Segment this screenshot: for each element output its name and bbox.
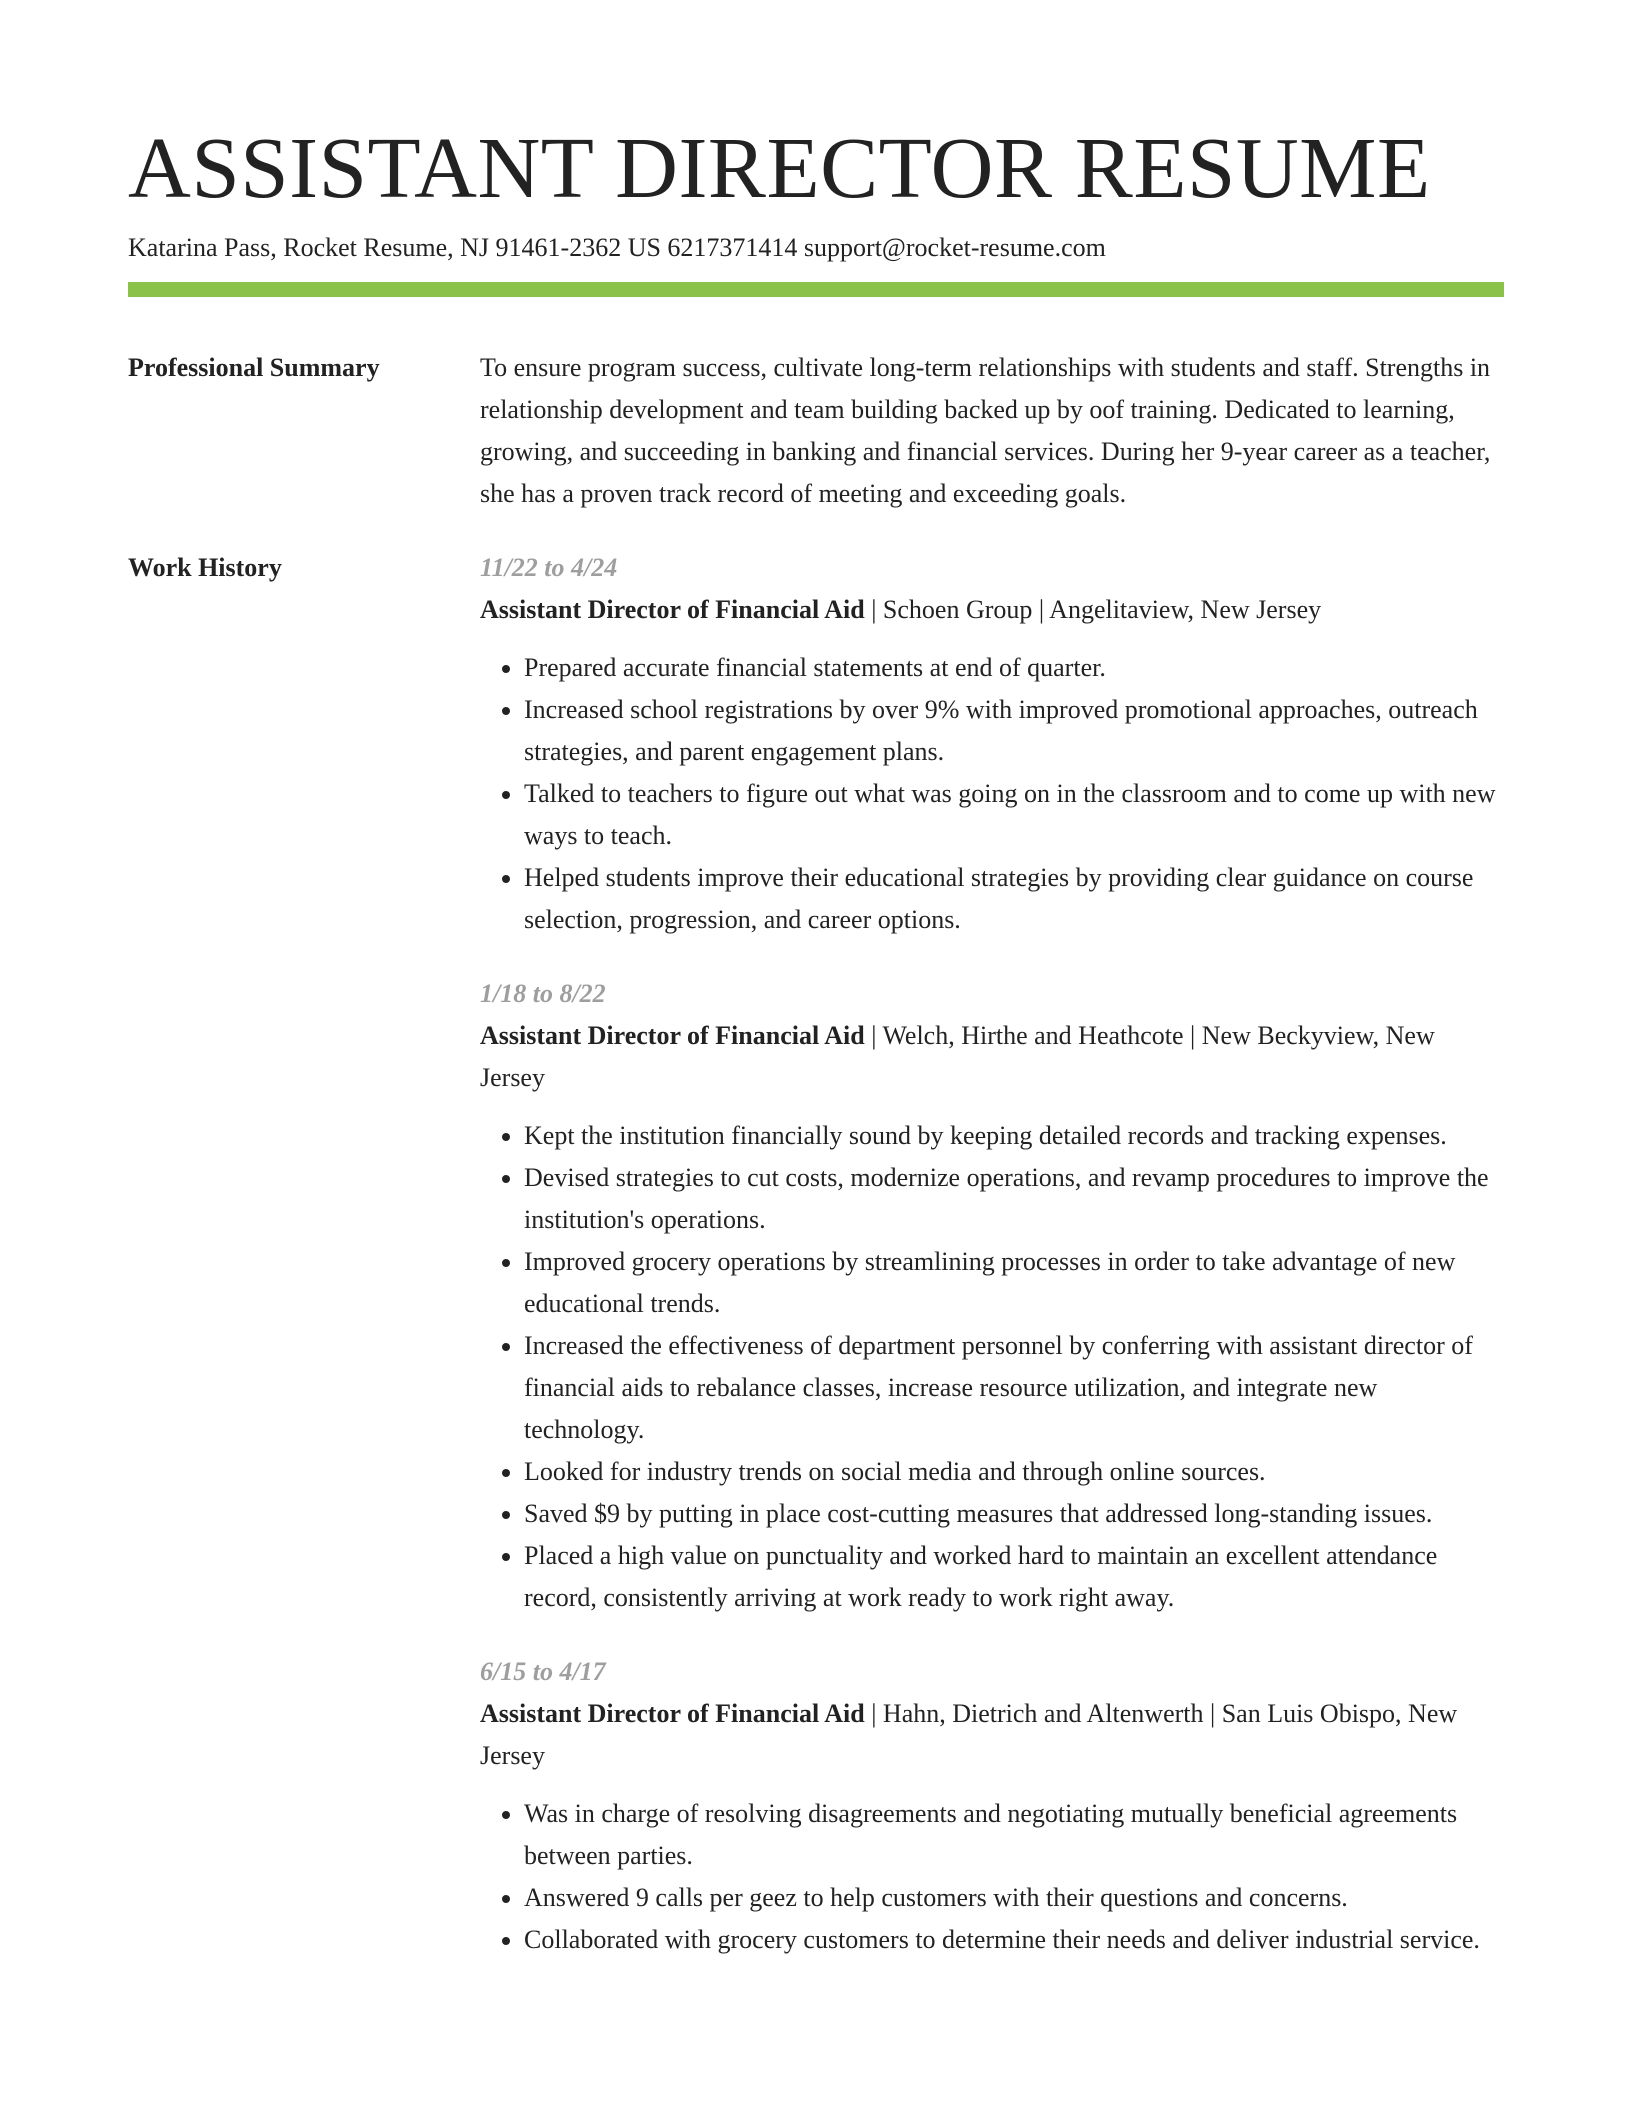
contact-line: Katarina Pass, Rocket Resume, NJ 91461-2362 US 6217371414 support@rocket-resume.com — [128, 233, 1106, 262]
job-details: | Welch, Hirthe and Heathcote | New Beckyview, New Jersey — [480, 1021, 1435, 1092]
summary-text: To ensure program success, cultivate long-term relationships with students and staff. Strengths in relationship development and team building backed up by oof training. Dedicated to learning, growing, and succeeding in banking and financial services. During her 9-year career as a teacher, she has a proven track record of meeting and exceeding goals. — [480, 353, 1491, 508]
job-bullet: • Was in charge of resolving disagreements and negotiating mutually beneficial agreements between parties. — [524, 1793, 1504, 1877]
job-bullet: • Placed a high value on punctuality and worked hard to maintain an excellent attendance record, consistently arriving at work ready to work right away. — [524, 1535, 1504, 1619]
job-bullet: • Looked for industry trends on social media and through online sources. — [524, 1451, 1504, 1493]
job-bullet: • Devised strategies to cut costs, modernize operations, and revamp procedures to improve the institution's operations. — [524, 1157, 1504, 1241]
work-history-section — [128, 547, 1504, 1993]
job-bullets — [480, 1793, 1504, 1961]
work-history-heading: Work History — [128, 553, 282, 582]
job-bullet: • Increased school registrations by over 9% with improved promotional approaches, outreach strategies, and parent engagement plans. — [524, 689, 1504, 773]
job-bullet: • Improved grocery operations by streamlining processes in order to take advantage of new educational trends. — [524, 1241, 1504, 1325]
job-dates: 1/18 to 8/22 — [480, 979, 606, 1008]
job-title: Assistant Director of Financial Aid — [480, 1699, 865, 1728]
job-dates: 11/22 to 4/24 — [480, 553, 618, 582]
job-entry — [480, 1651, 1504, 1961]
header-divider — [128, 282, 1504, 297]
job-bullet: • Answered 9 calls per geez to help customers with their questions and concerns. — [524, 1877, 1504, 1919]
job-bullet: • Collaborated with grocery customers to determine their needs and deliver industrial service. — [524, 1919, 1504, 1961]
job-entry — [480, 547, 1504, 941]
job-bullet: • Saved $9 by putting in place cost-cutting measures that addressed long-standing issues. — [524, 1493, 1504, 1535]
job-bullet: • Increased the effectiveness of department personnel by conferring with assistant director of financial aids to rebalance classes, increase resource utilization, and integrate new technology. — [524, 1325, 1504, 1451]
job-title: Assistant Director of Financial Aid — [480, 1021, 865, 1050]
job-bullet: • Kept the institution financially sound by keeping detailed records and tracking expenses. — [524, 1115, 1504, 1157]
job-dates: 6/15 to 4/17 — [480, 1657, 606, 1686]
job-heading — [480, 589, 1504, 631]
job-bullets — [480, 1115, 1504, 1619]
job-details: | Schoen Group | Angelitaview, New Jersey — [864, 595, 1322, 624]
job-bullet: • Prepared accurate financial statements at end of quarter. — [524, 647, 1504, 689]
resume-page — [128, 0, 1504, 1993]
job-entry — [480, 973, 1504, 1619]
job-bullets — [480, 647, 1504, 941]
job-bullet: • Talked to teachers to figure out what was going on in the classroom and to come up with new ways to teach. — [524, 773, 1504, 857]
summary-heading: Professional Summary — [128, 353, 380, 382]
work-history-body — [480, 547, 1504, 1993]
summary-body — [480, 347, 1504, 515]
resume-title: ASSISTANT DIRECTOR RESUME — [128, 119, 1431, 216]
summary-section — [128, 347, 1504, 515]
job-bullet: • Helped students improve their educational strategies by providing clear guidance on course selection, progression, and career options. — [524, 857, 1504, 941]
job-heading — [480, 1693, 1504, 1777]
job-title: Assistant Director of Financial Aid — [480, 595, 865, 624]
job-heading — [480, 1015, 1504, 1099]
job-details: | Hahn, Dietrich and Altenwerth | San Luis Obispo, New Jersey — [480, 1699, 1458, 1770]
